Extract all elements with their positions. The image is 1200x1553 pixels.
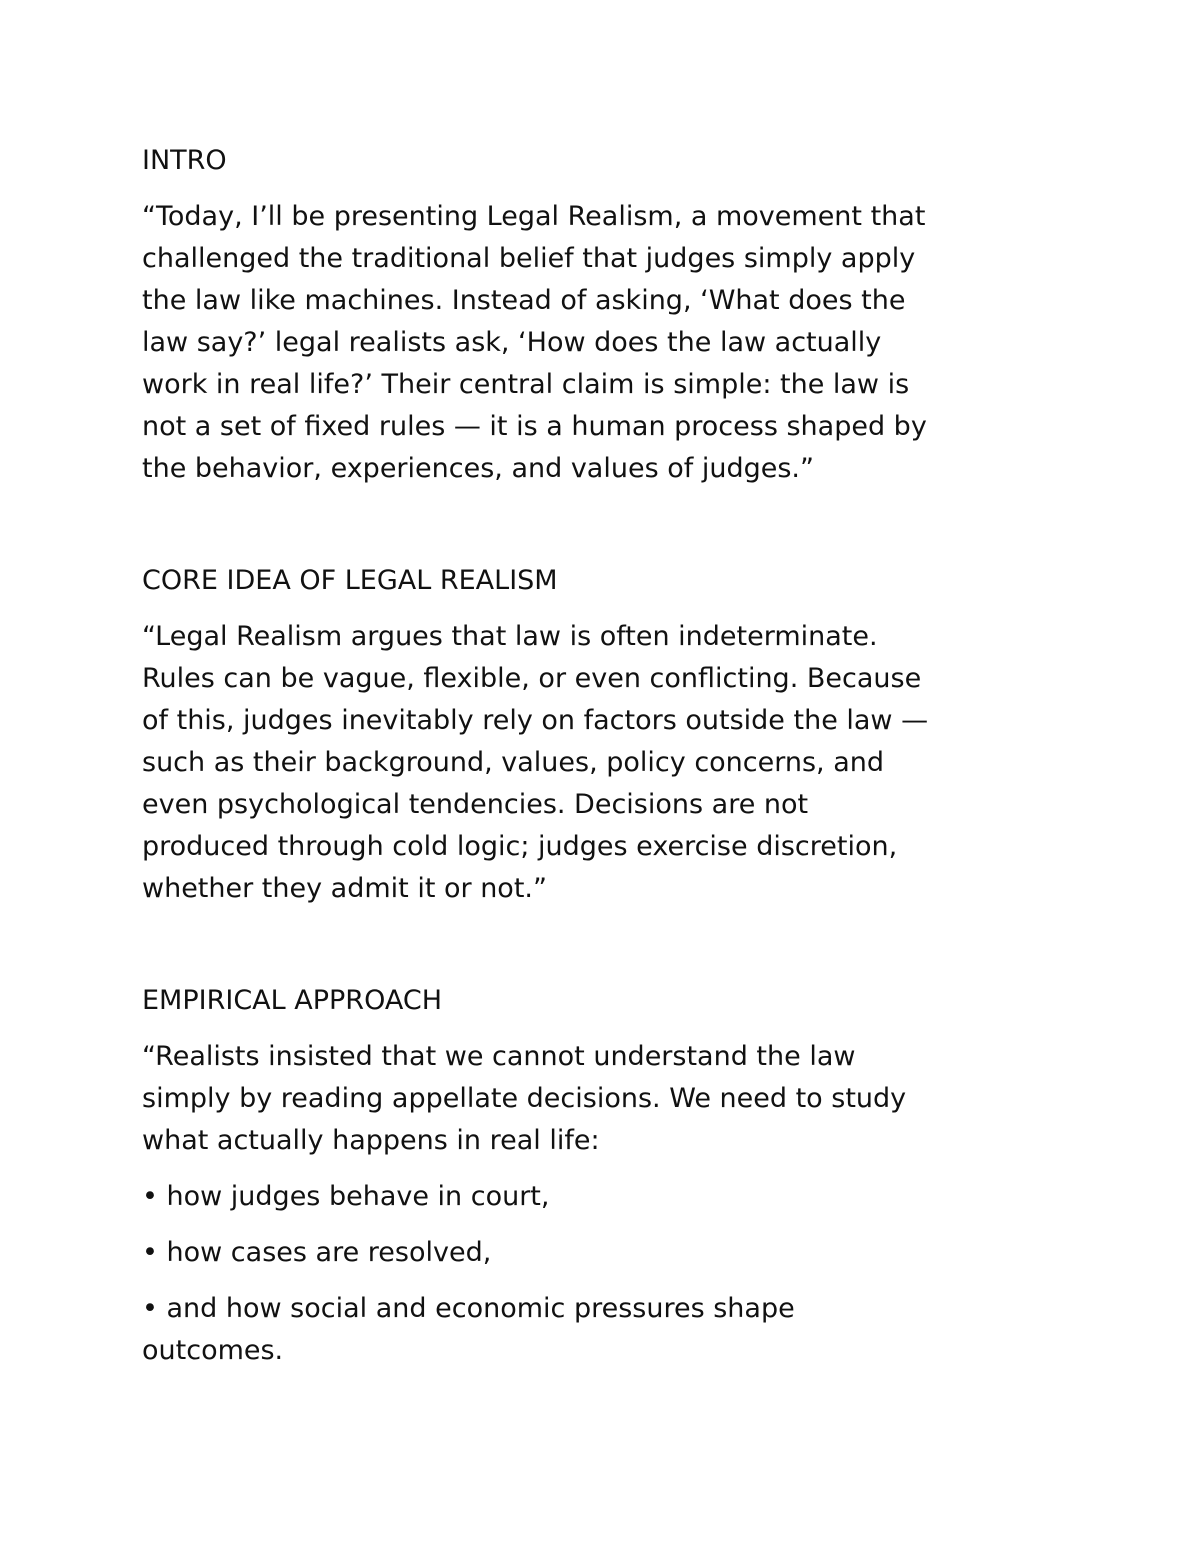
paragraph-line: even psychological tendencies. Decisions are not — [142, 789, 809, 820]
paragraph-line: Rules can be vague, flexible, or even conflicting. Because — [142, 663, 922, 694]
section-paragraph-empirical-approach — [142, 1036, 1072, 1162]
bullet-line: • how judges behave in court, — [142, 1181, 550, 1212]
paragraph-line: what actually happens in real life: — [142, 1125, 600, 1156]
paragraph-line: work in real life?’ Their central claim is simple: the law is — [142, 369, 910, 400]
paragraph-line: of this, judges inevitably rely on factors outside the law — — [142, 705, 929, 736]
bullet-line: • how cases are resolved, — [142, 1237, 492, 1268]
section-paragraph-core-idea — [142, 616, 1072, 910]
document-page — [142, 140, 1072, 1372]
paragraph-line: produced through cold logic; judges exercise discretion, — [142, 831, 898, 862]
paragraph-line: the law like machines. Instead of asking, ‘What does the — [142, 285, 906, 316]
section-heading-empirical-approach: EMPIRICAL APPROACH — [142, 985, 442, 1016]
bullet-line: • and how social and economic pressures shape — [142, 1293, 795, 1324]
paragraph-line: law say?’ legal realists ask, ‘How does the law actually — [142, 327, 882, 358]
bullet-item — [142, 1232, 1072, 1274]
paragraph-line: challenged the traditional belief that judges simply apply — [142, 243, 916, 274]
paragraph-line: the behavior, experiences, and values of judges.” — [142, 453, 814, 484]
paragraph-line: simply by reading appellate decisions. We need to study — [142, 1083, 907, 1114]
paragraph-line: whether they admit it or not.” — [142, 873, 547, 904]
bullet-line: outcomes. — [142, 1335, 284, 1366]
paragraph-line: “Today, I’ll be presenting Legal Realism, a movement that — [142, 201, 926, 232]
paragraph-line: such as their background, values, policy concerns, and — [142, 747, 885, 778]
section-paragraph-intro — [142, 196, 1072, 490]
bullet-item — [142, 1176, 1072, 1218]
section-heading-intro: INTRO — [142, 145, 227, 176]
section-heading-core-idea: CORE IDEA OF LEGAL REALISM — [142, 565, 558, 596]
section-spacer — [142, 490, 1072, 560]
paragraph-line: “Realists insisted that we cannot understand the law — [142, 1041, 856, 1072]
paragraph-line: “Legal Realism argues that law is often indeterminate. — [142, 621, 878, 652]
bullet-item — [142, 1288, 1072, 1372]
section-spacer — [142, 910, 1072, 980]
paragraph-line: not a set of fixed rules — it is a human process shaped by — [142, 411, 927, 442]
